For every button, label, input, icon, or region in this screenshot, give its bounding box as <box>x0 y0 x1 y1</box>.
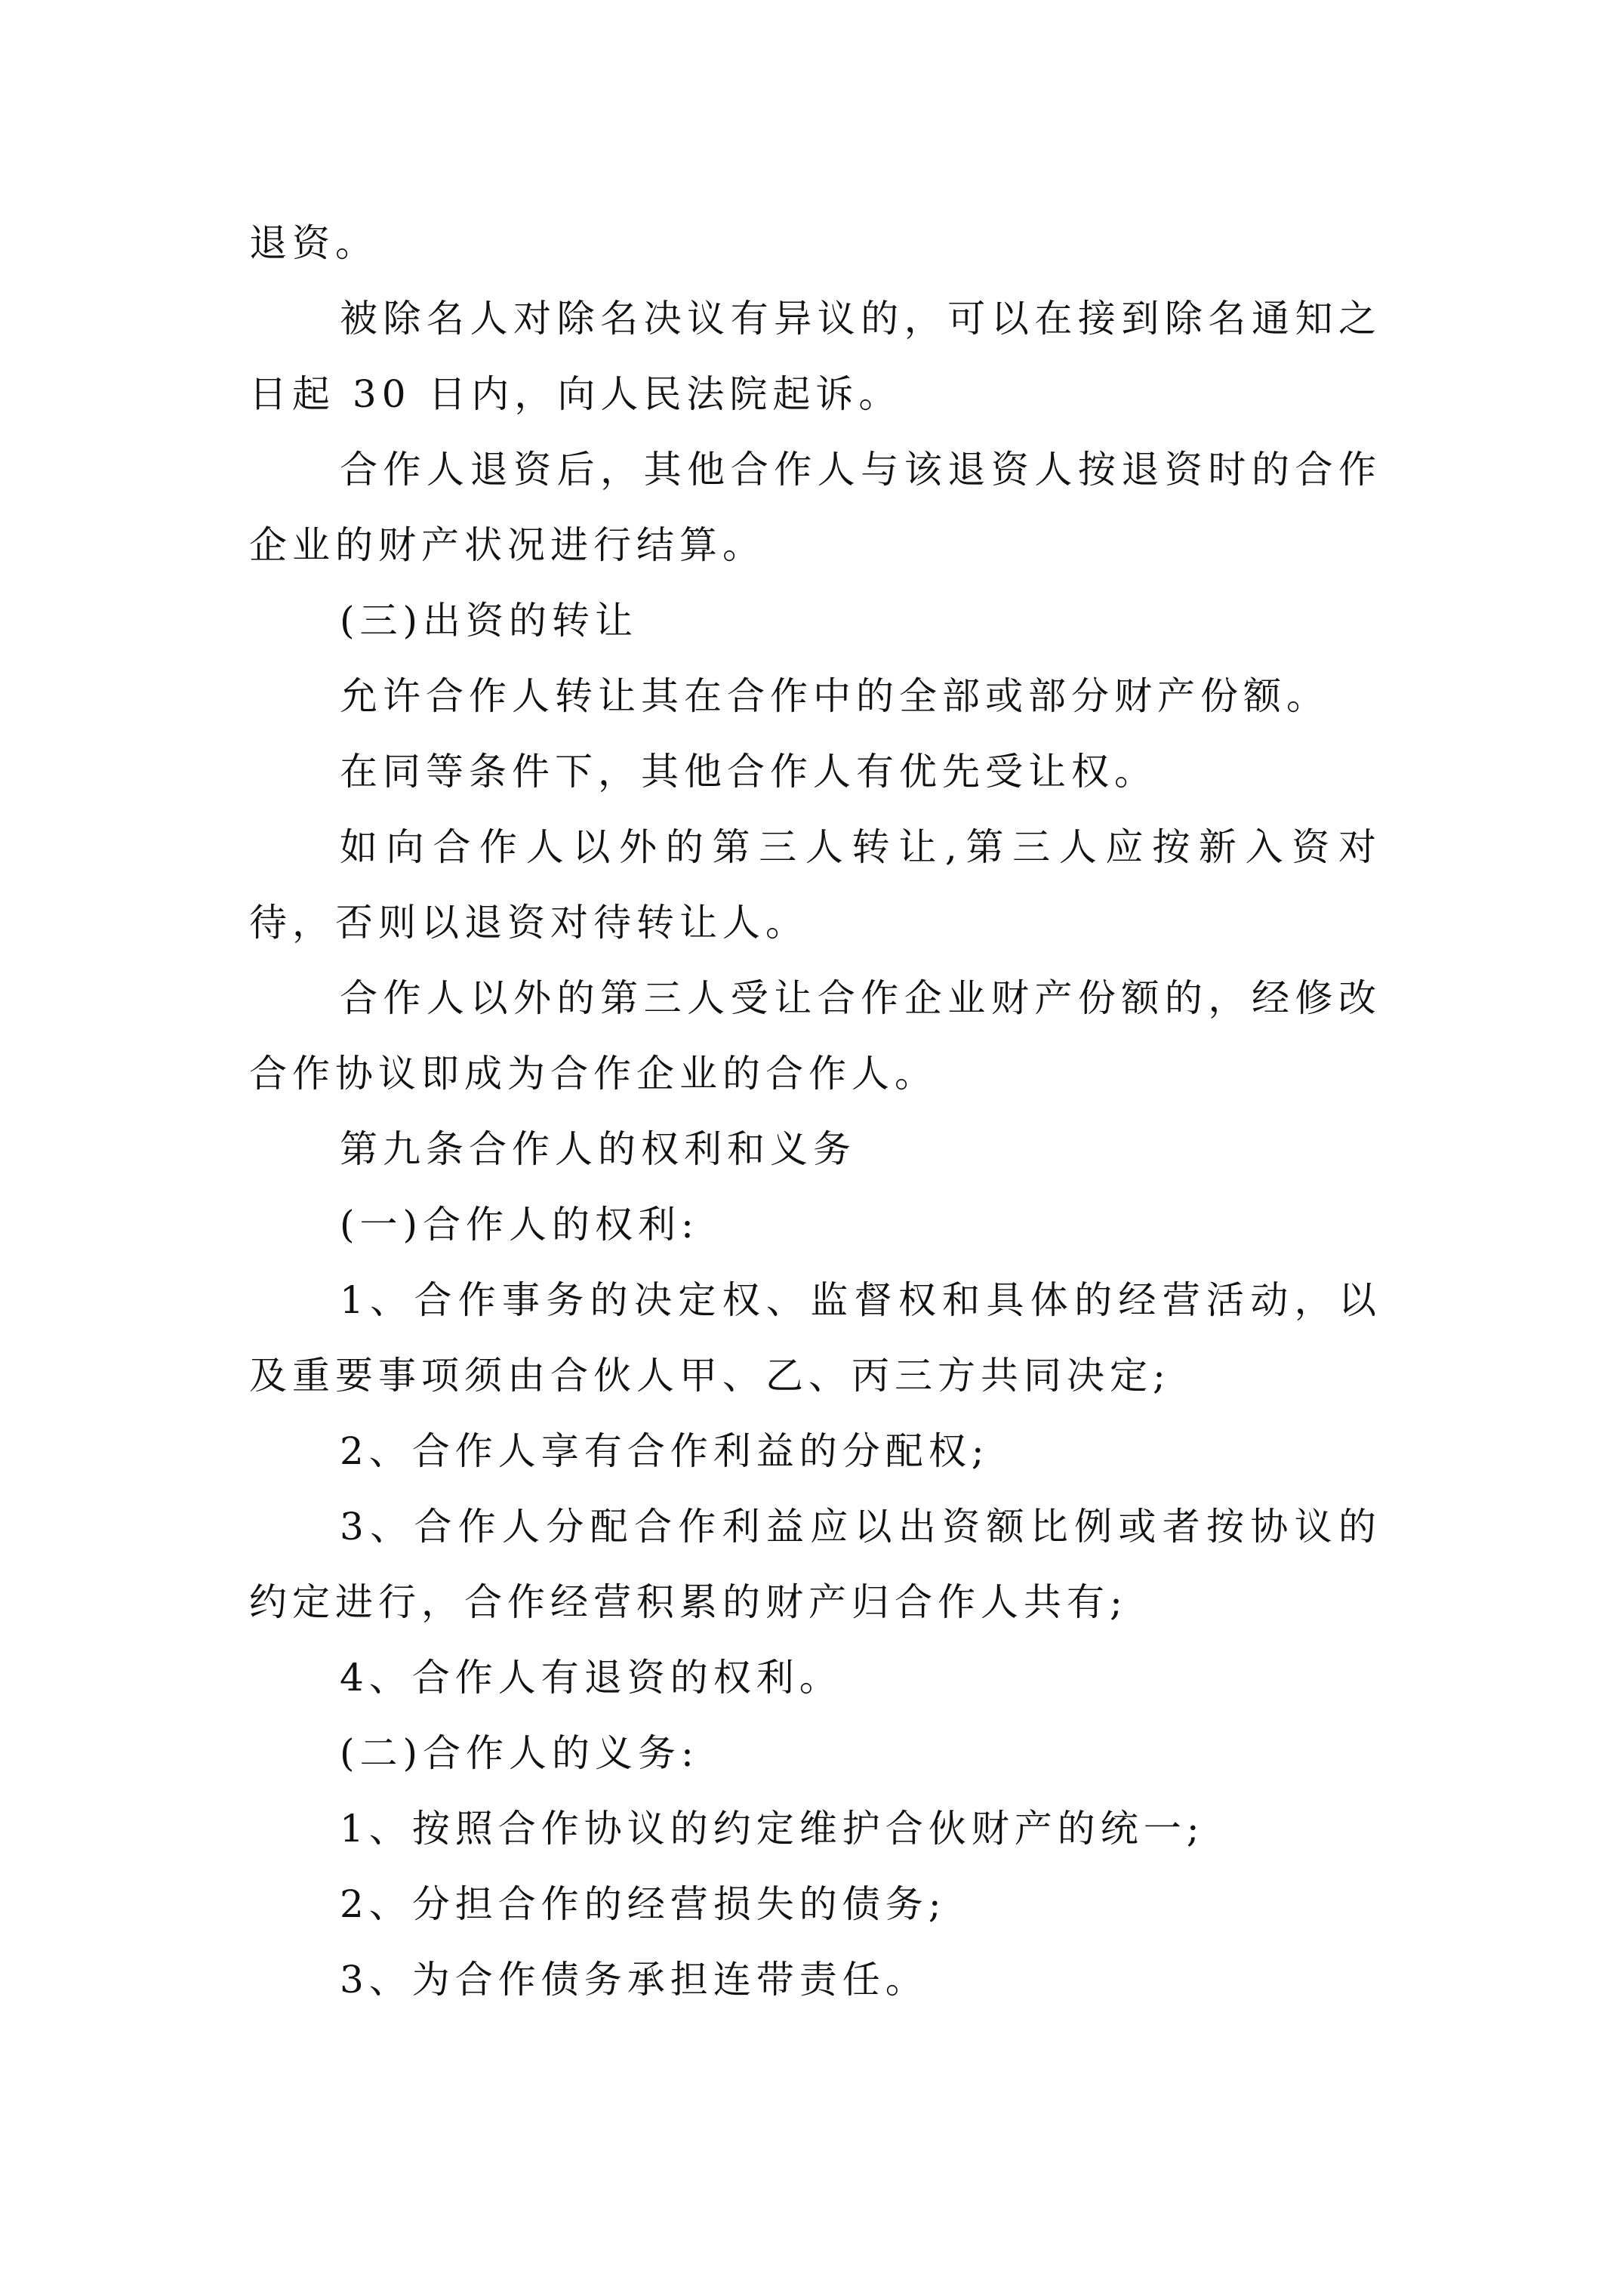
document-body <box>249 205 1381 2017</box>
rights-item-1: 1、合作事务的决定权、监督权和具体的经营活动，以及重要事项须由合伙人甲、乙、丙三方共同决定; <box>249 1278 1381 1398</box>
paragraph-6: 在同等条件下，其他合作人有优先受让权。 <box>340 750 1157 794</box>
section-heading-obligations: (二)合作人的义务: <box>340 1731 699 1775</box>
section-heading-transfer: (三)出资的转让 <box>340 599 639 643</box>
obligations-item-1: 1、按照合作协议的约定维护合伙财产的统一; <box>340 1807 1205 1851</box>
rights-item-2: 2、合作人享有合作利益的分配权; <box>340 1429 990 1473</box>
paragraph-8: 合作人以外的第三人受让合作企业财产份额的，经修改合作协议即成为合作企业的合作人。 <box>249 976 1381 1096</box>
obligations-item-2: 2、分担合作的经营损失的债务; <box>340 1882 947 1926</box>
rights-item-4: 4、合作人有退资的权利。 <box>340 1656 842 1700</box>
paragraph-2: 被除名人对除名决议有异议的，可以在接到除名通知之日起 30 日内，向人民法院起诉。 <box>249 297 1381 416</box>
obligations-item-3: 3、为合作债务承担连带责任。 <box>340 1958 929 2002</box>
article-heading-rights-obligations: 第九条合作人的权利和义务 <box>340 1127 856 1171</box>
paragraph-5: 允许合作人转让其在合作中的全部或部分财产份额。 <box>340 674 1329 718</box>
rights-item-3: 3、合作人分配合作利益应以出资额比例或者按协议的约定进行，合作经营积累的财产归合作人共有; <box>249 1505 1381 1624</box>
paragraph-7: 如向合作人以外的第三人转让,第三人应按新入资对待，否则以退资对待转让人。 <box>249 825 1381 945</box>
section-heading-rights: (一)合作人的权利: <box>340 1203 699 1247</box>
paragraph-1: 退资。 <box>249 221 378 265</box>
paragraph-3: 合作人退资后，其他合作人与该退资人按退资时的合作企业的财产状况进行结算。 <box>249 448 1381 567</box>
